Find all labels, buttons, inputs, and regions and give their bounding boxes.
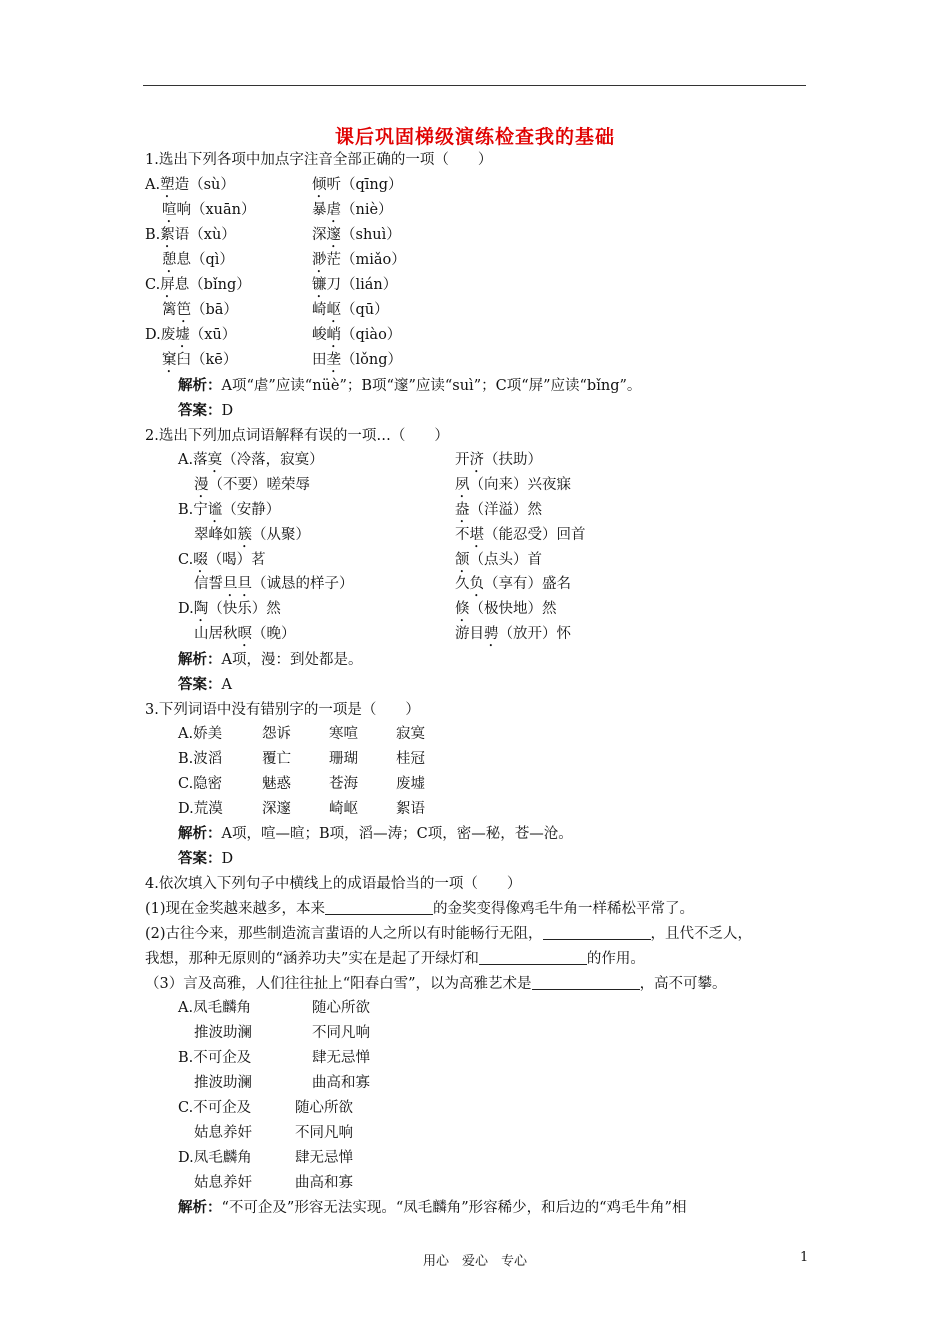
q4-analysis: 解析：“不可企及”形容无法实现。“凤毛麟角”形容稀少，和后边的“鸡毛牛角”相 bbox=[178, 1199, 687, 1216]
q2-option-b4: 不堪（能忍受）回首 bbox=[455, 527, 586, 543]
q3-option-c-w2: 魅惑 bbox=[262, 776, 291, 792]
q4-sentence-2b: 我想，那种无原则的“涵养功夫”实在是起了开绿灯和 的作用。 bbox=[145, 951, 645, 967]
q2-option-c2: 颔（点头）首 bbox=[455, 552, 542, 568]
q3-option-d-w4: 絮语 bbox=[396, 801, 425, 817]
q1-option-c1: C.屏息（bǐng） bbox=[145, 277, 251, 293]
q3-option-d-w3: 崎岖 bbox=[329, 801, 358, 817]
q3-stem: 3.下列词语中没有错别字的一项是（ ） bbox=[145, 702, 420, 718]
q1-option-a2: 倾听（qīng） bbox=[312, 177, 403, 193]
q1-option-c3: 篱笆（bā） bbox=[162, 302, 238, 318]
q4-sentence-2a: (2)古往今来，那些制造流言蜚语的人之所以有时能畅行无阻， ，且代不乏人， bbox=[145, 926, 753, 942]
q1-option-a3: 喧响（xuān） bbox=[162, 202, 256, 218]
q4-option-d3: 姑息养奸 bbox=[194, 1175, 252, 1191]
q1-option-b1: B.絮语（xù） bbox=[145, 227, 236, 243]
q2-answer: 答案：A bbox=[178, 676, 232, 693]
q3-option-b-w4: 桂冠 bbox=[396, 751, 425, 767]
fill-blank-1[interactable] bbox=[325, 899, 433, 915]
header-rule bbox=[143, 85, 806, 86]
q4-option-b1: B.不可企及 bbox=[178, 1050, 252, 1066]
q3-option-c-w4: 废墟 bbox=[396, 776, 425, 792]
q2-stem: 2.选出下列加点词语解释有误的一项…（ ） bbox=[145, 428, 449, 444]
page-footer: 用心 爱心 专心 bbox=[422, 1254, 527, 1269]
q3-option-c-w3: 苍海 bbox=[329, 776, 358, 792]
q1-option-c2: 镰刀（lián） bbox=[312, 277, 398, 293]
q4-option-b4: 曲高和寡 bbox=[312, 1075, 370, 1091]
q4-option-a4: 不同凡响 bbox=[312, 1025, 370, 1041]
q1-stem: 1.选出下列各项中加点字注音全部正确的一项（ ） bbox=[145, 152, 493, 168]
q2-option-a4: 夙（向来）兴夜寐 bbox=[455, 477, 571, 493]
q1-option-b4: 渺茫（miǎo） bbox=[312, 252, 406, 268]
q4-sentence-3: （3）言及高雅，人们往往扯上“阳春白雪”，以为高雅艺术是 ，高不可攀。 bbox=[145, 976, 727, 992]
q2-option-a2: 开济（扶助） bbox=[455, 452, 542, 468]
q1-answer: 答案：D bbox=[178, 402, 234, 419]
q2-option-c3: 信誓旦旦（诚恳的样子） bbox=[194, 576, 354, 592]
q2-option-b3: 翠峰如簇（从聚） bbox=[194, 527, 310, 543]
q2-option-b2: 盎（洋溢）然 bbox=[455, 502, 542, 518]
q4-option-b3: 推波助澜 bbox=[194, 1075, 252, 1091]
q4-option-c1: C.不可企及 bbox=[178, 1100, 252, 1116]
q4-option-d4: 曲高和寡 bbox=[295, 1175, 353, 1191]
q1-option-b3: 憩息（qì） bbox=[162, 252, 234, 268]
q2-option-a1: A.落寞（冷落，寂寞） bbox=[178, 452, 324, 468]
q4-option-d2: 肆无忌惮 bbox=[295, 1150, 353, 1166]
q3-analysis: 解析：A项，喧—暄；B项，滔—涛；C项，密—秘，苍—沧。 bbox=[178, 825, 573, 842]
q3-option-d-w2: 深邃 bbox=[262, 801, 291, 817]
q2-option-c1: C.啜（喝）茗 bbox=[178, 552, 266, 568]
q2-option-b1: B.宁谧（安静） bbox=[178, 502, 281, 518]
q2-option-d2: 倏（极快地）然 bbox=[455, 601, 557, 617]
q3-option-a-w4: 寂寞 bbox=[396, 726, 425, 742]
q3-option-a-w2: 怨诉 bbox=[262, 726, 291, 742]
fill-blank-4[interactable] bbox=[532, 974, 640, 990]
q2-option-c4: 久负（享有）盛名 bbox=[455, 576, 571, 592]
q4-option-a3: 推波助澜 bbox=[194, 1025, 252, 1041]
q4-option-a1: A.凤毛麟角 bbox=[178, 1000, 252, 1016]
q2-option-d4: 游目骋（放开）怀 bbox=[455, 626, 571, 642]
fill-blank-2[interactable] bbox=[543, 924, 651, 940]
q2-option-a3: 漫（不要）嗟荣辱 bbox=[194, 477, 310, 493]
q1-option-d1: D.废墟（xū） bbox=[145, 327, 237, 343]
page-title: 课后巩固梯级演练检查我的基础 bbox=[334, 126, 615, 148]
q1-option-b2: 深邃（shuì） bbox=[312, 227, 401, 243]
fill-blank-3[interactable] bbox=[479, 949, 587, 965]
q3-option-b-w3: 珊瑚 bbox=[329, 751, 358, 767]
q4-option-c2: 随心所欲 bbox=[295, 1100, 353, 1116]
q2-analysis: 解析：A项，漫：到处都是。 bbox=[178, 651, 363, 668]
q3-option-a-w1: A.娇美 bbox=[178, 726, 223, 742]
q3-option-d-w1: D.荒漠 bbox=[178, 801, 223, 817]
q1-option-d4: 田垄（lǒng） bbox=[312, 352, 402, 368]
q3-option-b-w2: 覆亡 bbox=[262, 751, 291, 767]
q4-stem: 4.依次填入下列句子中横线上的成语最恰当的一项（ ） bbox=[145, 876, 522, 892]
q1-option-c4: 崎岖（qū） bbox=[312, 302, 389, 318]
q3-answer: 答案：D bbox=[178, 850, 234, 867]
page-number: 1 bbox=[800, 1250, 809, 1265]
q1-option-a4: 暴虐（niè） bbox=[312, 202, 393, 218]
q2-option-d1: D.陶（快乐）然 bbox=[178, 601, 281, 617]
q4-option-c4: 不同凡响 bbox=[295, 1125, 353, 1141]
q3-option-c-w1: C.隐密 bbox=[178, 776, 223, 792]
q1-analysis: 解析：A项“虐”应读“nüè”；B项“邃”应读“suì”；C项“屏”应读“bǐng”。 bbox=[178, 377, 642, 394]
q1-option-a1: A.塑造（sù） bbox=[145, 177, 235, 193]
q2-option-d3: 山居秋暝（晚） bbox=[194, 626, 296, 642]
q3-option-b-w1: B.波滔 bbox=[178, 751, 223, 767]
q1-option-d3: 窠臼（kē） bbox=[162, 352, 238, 368]
q4-option-d1: D.凤毛麟角 bbox=[178, 1150, 252, 1166]
q4-option-b2: 肆无忌惮 bbox=[312, 1050, 370, 1066]
q4-option-a2: 随心所欲 bbox=[312, 1000, 370, 1016]
q4-option-c3: 姑息养奸 bbox=[194, 1125, 252, 1141]
q4-sentence-1: (1)现在金奖越来越多，本来 的金奖变得像鸡毛牛角一样稀松平常了。 bbox=[145, 901, 695, 917]
q1-option-d2: 峻峭（qiào） bbox=[312, 327, 402, 343]
q3-option-a-w3: 寒喧 bbox=[329, 726, 358, 742]
